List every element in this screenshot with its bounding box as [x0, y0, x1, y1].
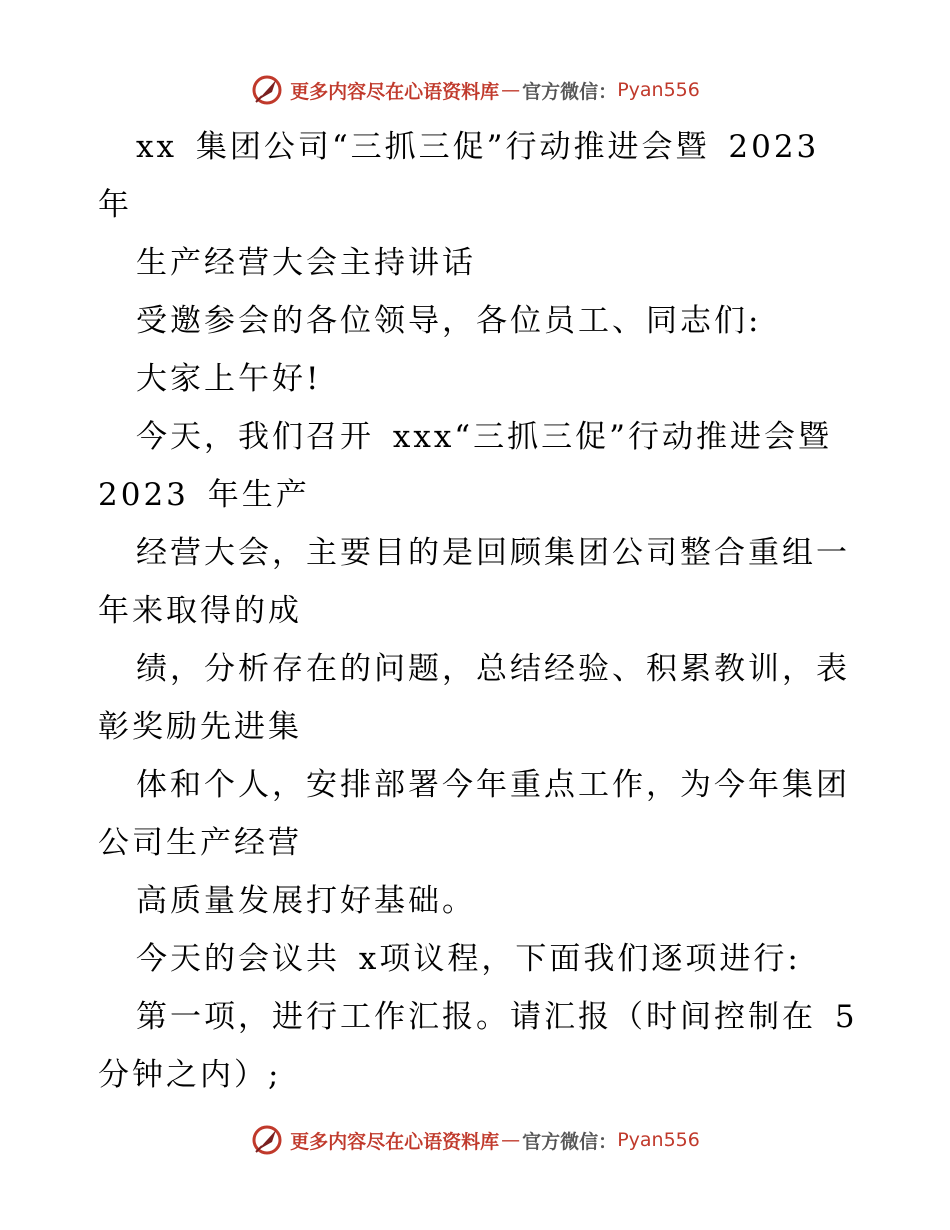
- text-line: 经营大会，主要目的是回顾集团公司整合重组一: [136, 535, 850, 571]
- watermark-header: [0, 70, 950, 110]
- text-line: 受邀参会的各位领导，各位员工、同志们:: [136, 303, 762, 339]
- watermark-main-text: 更多内容尽在心语资料库: [290, 80, 500, 103]
- text-line: 高质量发展打好基础。: [136, 883, 476, 919]
- text-line: 今天的会议共 x项议程，下面我们逐项进行:: [136, 941, 801, 977]
- document-body: [98, 118, 858, 1104]
- text-line: 彰奖励先进集: [98, 709, 302, 745]
- watermark-label: 官方微信：: [522, 80, 618, 103]
- quill-logo-icon: [250, 73, 284, 107]
- text-line: 2023 年生产: [98, 477, 310, 513]
- text-line: 今天，我们召开 xxx“三抓三促”行动推进会暨: [136, 419, 832, 455]
- watermark-wechat-id: Pyan556: [617, 79, 700, 101]
- watermark-main-text: 更多内容尽在心语资料库: [290, 1130, 500, 1153]
- quill-logo-icon: [250, 1123, 284, 1157]
- text-line: 第一项，进行工作汇报。请汇报（时间控制在 5: [136, 999, 858, 1035]
- watermark-wechat-id: Pyan556: [617, 1129, 700, 1151]
- text-line: 生产经营大会主持讲话: [136, 245, 476, 281]
- text-line: 年来取得的成: [98, 593, 302, 629]
- watermark-dash: —: [501, 79, 521, 101]
- text-line: 公司生产经营: [98, 825, 302, 861]
- text-line: 年: [98, 187, 132, 223]
- text-line: 分钟之内）;: [98, 1057, 282, 1093]
- text-line: xx 集团公司“三抓三促”行动推进会暨 2023: [136, 129, 820, 165]
- text-line: 体和个人，安排部署今年重点工作，为今年集团: [136, 767, 850, 803]
- text-line: 绩，分析存在的问题，总结经验、积累教训，表: [136, 651, 850, 687]
- watermark-label: 官方微信：: [522, 1130, 618, 1153]
- watermark-dash: —: [501, 1129, 521, 1151]
- text-line: 大家上午好!: [136, 361, 322, 397]
- watermark-footer: [0, 1120, 950, 1160]
